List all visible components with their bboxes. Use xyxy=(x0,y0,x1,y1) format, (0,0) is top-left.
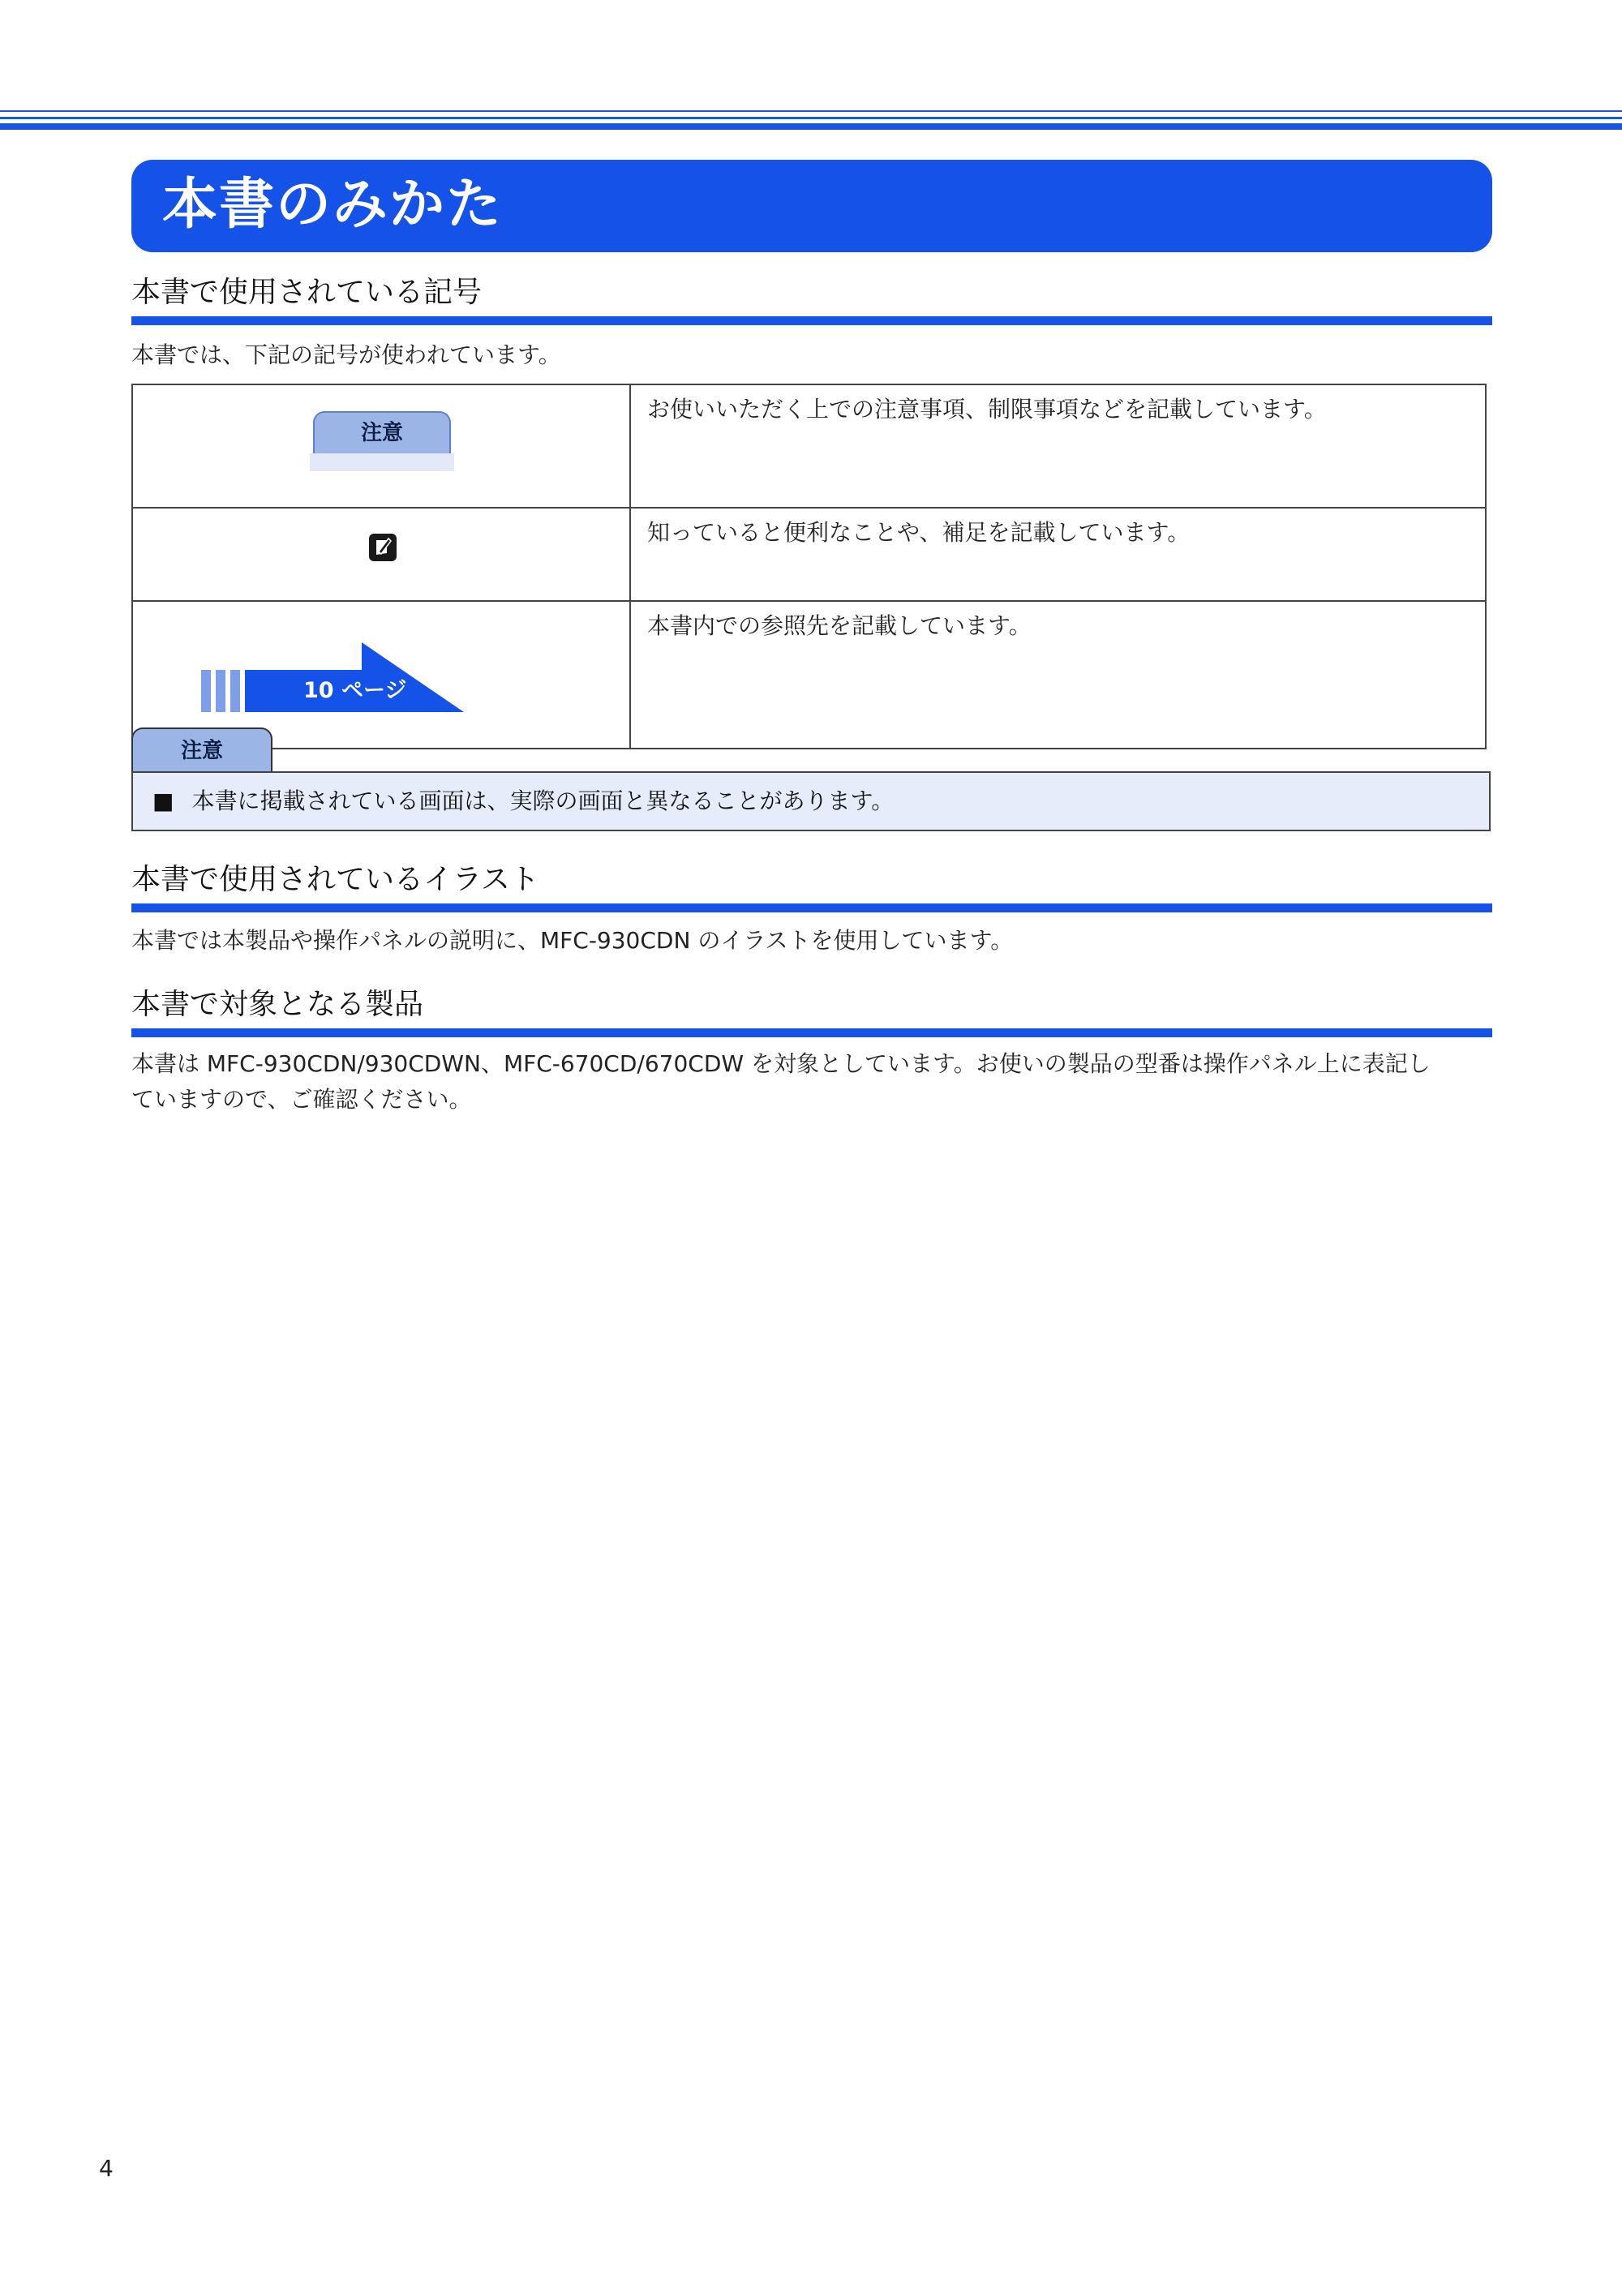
section-heading-products xyxy=(131,986,1492,1037)
table-row xyxy=(132,384,1486,508)
symbols-intro: 本書では、下記の記号が使われています。 xyxy=(131,341,561,368)
header-rules xyxy=(0,110,1622,130)
section-heading-illustrations xyxy=(131,861,1492,912)
symbol-cell xyxy=(132,384,630,508)
symbol-description: 本書内での参照先を記載しています。 xyxy=(630,601,1486,749)
section-heading-text: 本書で使用されている記号 xyxy=(131,276,483,309)
section-heading-underline xyxy=(131,1028,1492,1037)
products-body xyxy=(131,1046,1494,1118)
caution-strip xyxy=(310,453,454,471)
section-heading-underline xyxy=(131,316,1492,325)
symbol-cell xyxy=(132,601,630,749)
symbol-description: お使いいただく上での注意事項、制限事項などを記載しています。 xyxy=(630,384,1486,508)
symbol-description: 知っていると便利なことや、補足を記載しています。 xyxy=(630,508,1486,601)
memo-icon xyxy=(369,534,397,561)
page-title-banner xyxy=(131,160,1492,252)
table-row xyxy=(132,508,1486,601)
section-heading-underline xyxy=(131,903,1492,912)
page-number: 4 xyxy=(99,2155,114,2182)
section-heading-symbols xyxy=(131,274,1492,325)
note-tab: 注意 xyxy=(131,727,272,773)
caution-tab-icon: 注意 xyxy=(313,411,451,453)
note-bullet: ■ xyxy=(152,788,174,814)
products-body-line: 本書は MFC-930CDN/930CDWN、MFC-670CD/670CDW を対象としています。お使いの製品の型番は操作パネル上に表記し xyxy=(131,1050,1431,1077)
note-text: 本書に掲載されている画面は、実際の画面と異なることがあります。 xyxy=(191,788,895,814)
symbols-table xyxy=(131,384,1487,749)
note-box xyxy=(131,771,1491,831)
illustrations-body: 本書では本製品や操作パネルの説明に、MFC-930CDN のイラストを使用しています。 xyxy=(131,927,1014,954)
section-heading-text: 本書で使用されているイラスト xyxy=(131,863,539,896)
page-title: 本書のみかた xyxy=(162,173,504,237)
page-reference-label: 10 ページ xyxy=(303,678,407,703)
table-row xyxy=(132,601,1486,749)
products-body-line: ていますので、ご確認ください。 xyxy=(131,1086,472,1113)
symbol-cell xyxy=(132,508,630,601)
section-heading-text: 本書で対象となる製品 xyxy=(131,988,424,1021)
